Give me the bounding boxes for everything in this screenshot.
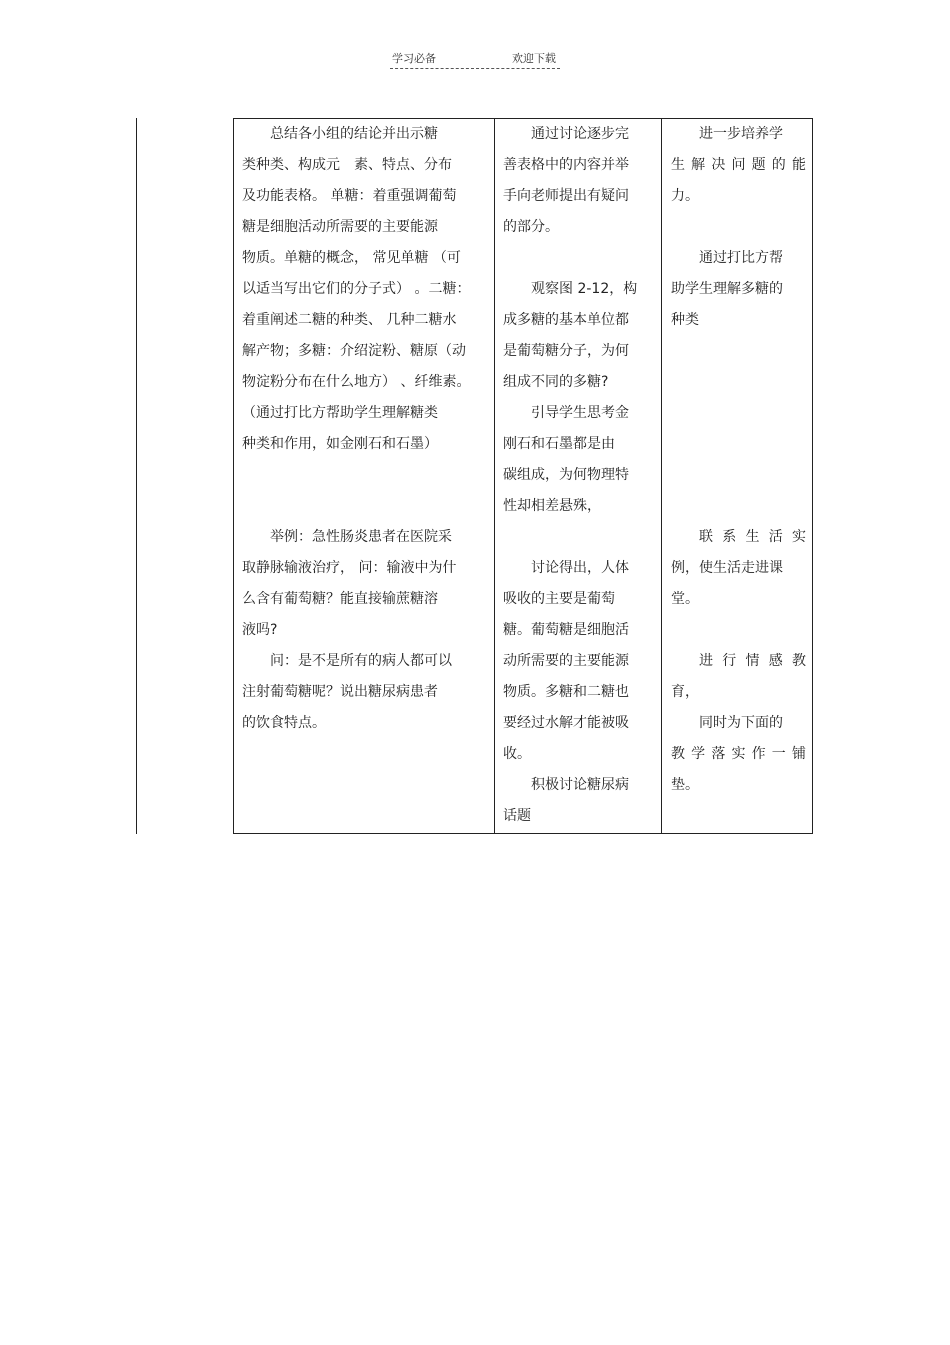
text-line: 收。: [503, 746, 531, 762]
text-line: 育，: [671, 684, 699, 700]
text-line: 讨论得出，人体: [531, 560, 629, 576]
text-line: 积极讨论糖尿病: [531, 777, 629, 793]
text-line: 碳组成，为何物理特: [503, 467, 629, 483]
text-line: 么含有葡萄糖？能直接输蔗糖溶: [242, 591, 438, 607]
text-line: 物质。单糖的概念， 常见单糖 （可: [242, 250, 461, 266]
text-line: 通过打比方帮: [699, 250, 783, 266]
text-line: 以适当写出它们的分子式） 。二糖：: [242, 281, 471, 297]
student-activity-cell: [503, 119, 655, 832]
text-line: 问：是不是所有的病人都可以: [270, 653, 452, 669]
text-line: 观察图 2-12，构: [531, 281, 638, 297]
text-line: 联 系 生 活 实: [699, 529, 806, 545]
header-right-text: 欢迎下载: [512, 52, 556, 65]
text-line: 进一步培养学: [699, 126, 783, 142]
text-line: 助学生理解多糖的: [671, 281, 783, 297]
text-line: 及功能表格。 单糖：着重强调葡萄: [242, 188, 457, 204]
text-line: 同时为下面的: [699, 715, 783, 731]
column-divider: [494, 119, 495, 833]
column-divider: [661, 119, 662, 833]
text-line: 要经过水解才能被吸: [503, 715, 629, 731]
lesson-table: [233, 118, 813, 834]
text-line: 堂。: [671, 591, 699, 607]
text-line: 注射葡萄糖呢？说出糖尿病患者: [242, 684, 438, 700]
text-line: 成多糖的基本单位都: [503, 312, 629, 328]
text-line: 教 学 落 实 作 一 铺: [671, 746, 806, 762]
left-table-border: [136, 118, 137, 834]
text-line: 吸收的主要是葡萄: [503, 591, 615, 607]
text-line: 总结各小组的结论并出示糖: [270, 126, 438, 142]
text-line: 的饮食特点。: [242, 715, 326, 731]
text-line: 的部分。: [503, 219, 559, 235]
text-line: 举例：急性肠炎患者在医院采: [270, 529, 452, 545]
text-line: 垫。: [671, 777, 699, 793]
text-line: 生 解 决 问 题 的 能: [671, 157, 806, 173]
text-line: 类种类、构成元 素、特点、分布: [242, 157, 452, 173]
text-line: 性却相差悬殊，: [503, 498, 601, 514]
text-line: 物淀粉分布在什么地方） 、纤维素。: [242, 374, 471, 390]
text-line: 是葡萄糖分子，为何: [503, 343, 629, 359]
design-intent-cell: [671, 119, 806, 801]
text-line: 着重阐述二糖的种类、 几种二糖水: [242, 312, 457, 328]
text-line: 刚石和石墨都是由: [503, 436, 615, 452]
text-line: 糖。葡萄糖是细胞活: [503, 622, 629, 638]
text-line: （通过打比方帮助学生理解糖类: [242, 405, 438, 421]
text-line: 力。: [671, 188, 699, 204]
text-line: 例，使生活走进课: [671, 560, 783, 576]
text-line: 引导学生思考金: [531, 405, 629, 421]
header-left-text: 学习必备: [392, 52, 436, 65]
text-line: 种类和作用，如金刚石和石墨）: [242, 436, 438, 452]
text-line: 组成不同的多糖?: [503, 374, 609, 390]
text-line: 通过讨论逐步完: [531, 126, 629, 142]
text-line: 糖是细胞活动所需要的主要能源: [242, 219, 438, 235]
text-line: 动所需要的主要能源: [503, 653, 629, 669]
text-line: 种类: [671, 312, 699, 328]
text-line: 手向老师提出有疑问: [503, 188, 629, 204]
text-line: 话题: [503, 808, 531, 824]
text-line: 液吗?: [242, 622, 278, 638]
text-line: 取静脉输液治疗， 问：输液中为什: [242, 560, 457, 576]
text-line: 进 行 情 感 教: [699, 653, 806, 669]
text-line: 解产物；多糖：介绍淀粉、糖原（动: [242, 343, 466, 359]
page-header: [390, 50, 560, 69]
text-line: 善表格中的内容并举: [503, 157, 629, 173]
teacher-activity-cell: [242, 119, 482, 739]
text-line: 物质。多糖和二糖也: [503, 684, 629, 700]
